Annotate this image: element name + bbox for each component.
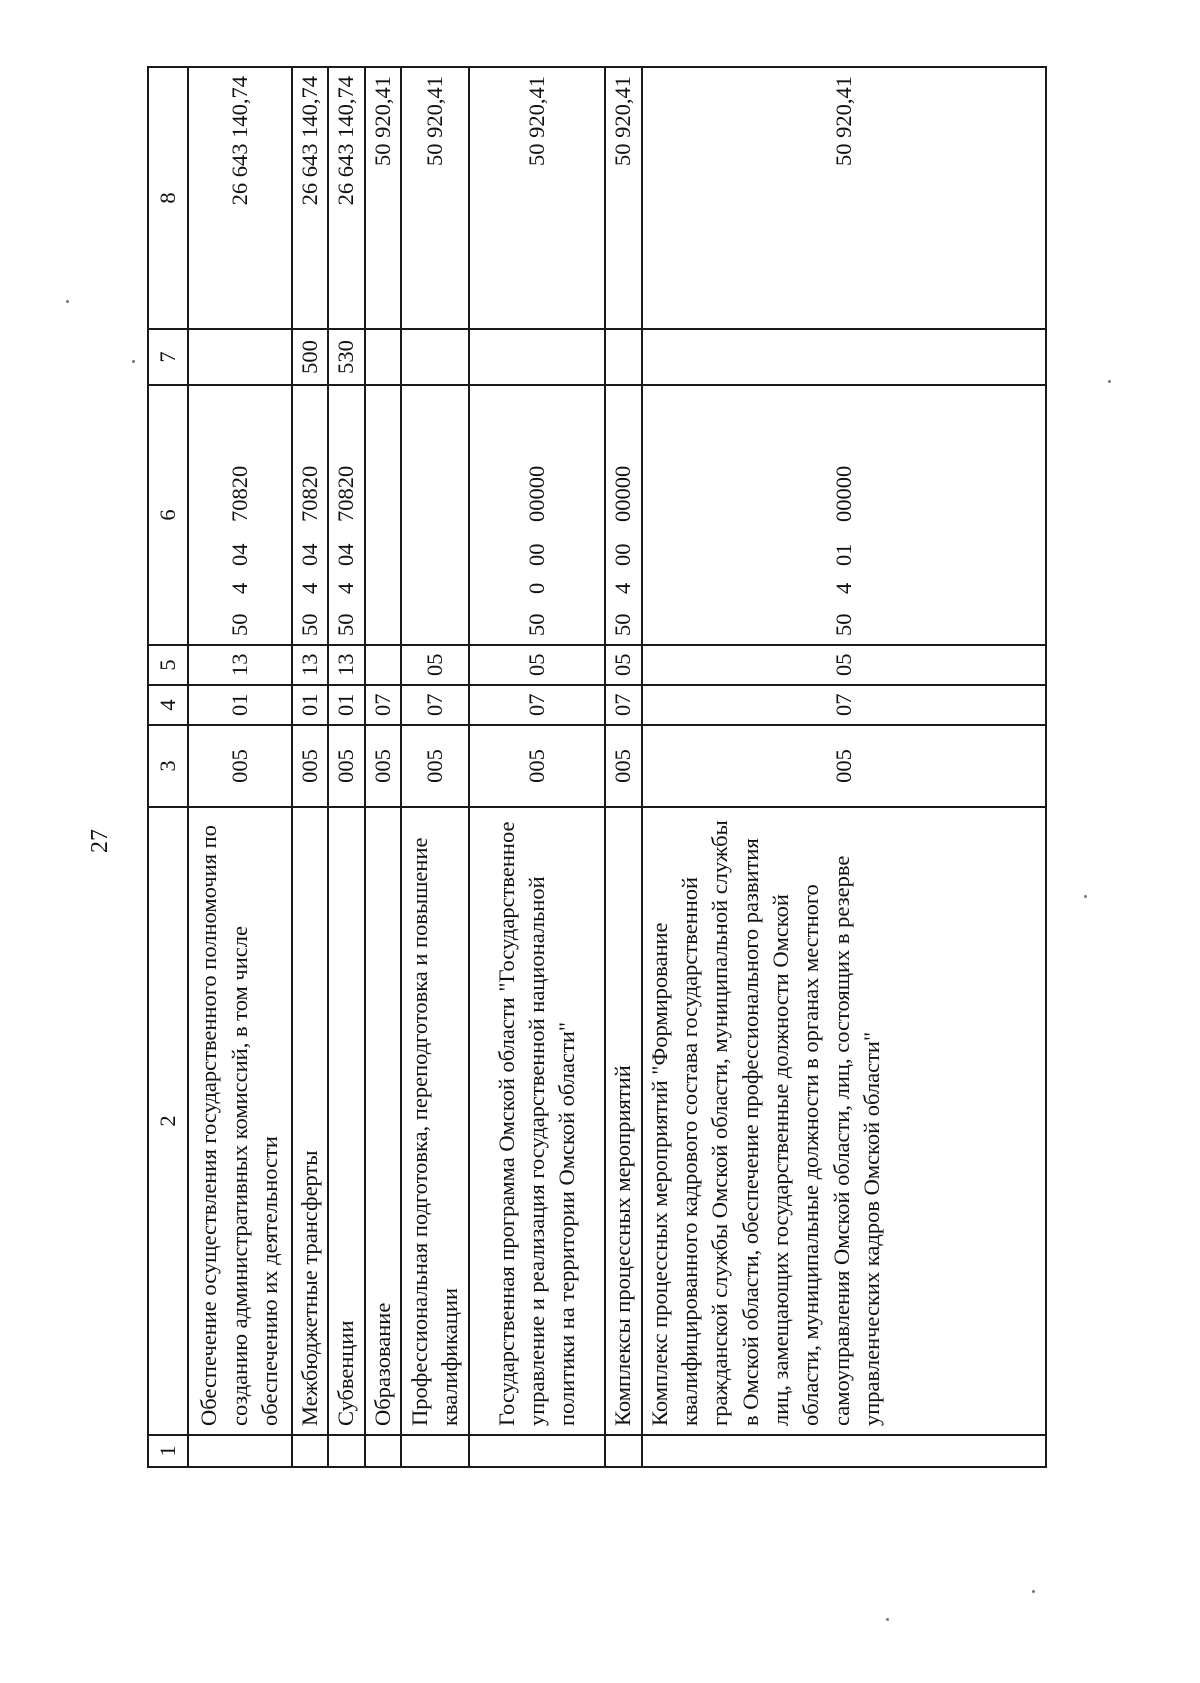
code-segment: 50 (226, 613, 252, 636)
cell-col4: 07 (642, 685, 1047, 725)
code-segment: 00000 (523, 465, 549, 522)
cell-amount: 50 920,41 (469, 67, 605, 329)
cell-name: Субвенции (328, 807, 364, 1435)
code-segment: 00000 (830, 465, 856, 522)
cell-name: Государственная программа Омской области "Государственное управление и реализация государственной национальной политики на территории Омской области" (469, 807, 605, 1435)
cell-col4: 07 (401, 685, 469, 725)
cell-col1 (642, 1435, 1047, 1467)
scan-speck (886, 1618, 889, 1621)
cell-col3: 005 (188, 725, 292, 807)
code-segment: 50 (830, 613, 856, 636)
cell-col3: 005 (365, 725, 401, 807)
table-row (328, 67, 364, 1467)
cell-col7 (642, 329, 1047, 385)
cell-col7 (401, 329, 469, 385)
table-row (292, 67, 328, 1467)
cell-col1 (605, 1435, 641, 1467)
table-row (642, 67, 1047, 1467)
column-header: 8 (148, 67, 188, 329)
cell-col5: 13 (188, 645, 292, 685)
code-segment: 4 (297, 582, 322, 594)
cell-col7: 500 (292, 329, 328, 385)
column-header: 7 (148, 329, 188, 385)
cell-col7 (365, 329, 401, 385)
scan-speck (1032, 1590, 1035, 1593)
column-header: 2 (148, 807, 188, 1435)
scan-speck (1108, 380, 1111, 383)
cell-col1 (328, 1435, 364, 1467)
code-segment: 4 (226, 582, 252, 594)
table-row (605, 67, 641, 1467)
cell-col6 (328, 385, 364, 645)
code-segment: 00 (610, 543, 636, 566)
cell-col3: 005 (469, 725, 605, 807)
scan-speck (1084, 895, 1087, 898)
code-segment: 04 (333, 543, 359, 566)
code-segment: 70820 (226, 465, 252, 522)
cell-col4: 01 (292, 685, 328, 725)
cell-amount: 50 920,41 (401, 67, 469, 329)
scan-speck (132, 360, 135, 363)
cell-col5: 05 (642, 645, 1047, 685)
cell-col6 (605, 385, 641, 645)
cell-col7 (605, 329, 641, 385)
cell-col5: 13 (328, 645, 364, 685)
cell-col6 (401, 385, 469, 645)
code-segment: 50 (523, 613, 549, 636)
cell-col7 (469, 329, 605, 385)
cell-col1 (365, 1435, 401, 1467)
cell-col4: 01 (328, 685, 364, 725)
table-row (188, 67, 292, 1467)
column-header: 3 (148, 725, 188, 807)
cell-col5: 05 (605, 645, 641, 685)
cell-col4: 01 (188, 685, 292, 725)
cell-amount: 50 920,41 (642, 67, 1047, 329)
column-header: 4 (148, 685, 188, 725)
code-segment: 50 (610, 613, 636, 636)
cell-col3: 005 (328, 725, 364, 807)
cell-col3: 005 (642, 725, 1047, 807)
cell-col5: 13 (292, 645, 328, 685)
code-segment: 50 (297, 613, 322, 636)
page-number: 27 (87, 829, 113, 853)
cell-amount: 26 643 140,74 (188, 67, 292, 329)
cell-col1 (469, 1435, 605, 1467)
cell-col7 (188, 329, 292, 385)
code-segment: 4 (830, 582, 856, 594)
cell-col3: 005 (401, 725, 469, 807)
cell-col4: 07 (605, 685, 641, 725)
cell-col6 (642, 385, 1047, 645)
cell-col5 (365, 645, 401, 685)
cell-col6 (365, 385, 401, 645)
cell-col6 (188, 385, 292, 645)
table-row (365, 67, 401, 1467)
cell-col1 (188, 1435, 292, 1467)
cell-col5: 05 (401, 645, 469, 685)
code-segment: 50 (333, 613, 359, 636)
code-segment: 00000 (610, 465, 636, 522)
code-segment: 0 (523, 582, 549, 594)
cell-amount: 50 920,41 (605, 67, 641, 329)
code-segment: 70820 (333, 465, 359, 522)
table-row (469, 67, 605, 1467)
code-segment: 4 (333, 582, 359, 594)
cell-col3: 005 (292, 725, 328, 807)
column-header: 6 (148, 385, 188, 645)
code-segment: 00 (523, 543, 549, 566)
cell-amount: 26 643 140,74 (292, 67, 328, 329)
column-header: 1 (148, 1435, 188, 1467)
code-segment: 04 (297, 543, 322, 566)
cell-col4: 07 (365, 685, 401, 725)
scan-speck (66, 300, 69, 303)
cell-col4: 07 (469, 685, 605, 725)
cell-amount: 26 643 140,74 (328, 67, 364, 329)
cell-name: Профессиональная подготовка, переподготовка и повышение квалификации (401, 807, 469, 1435)
cell-col6 (292, 385, 328, 645)
code-segment: 70820 (297, 465, 322, 522)
cell-name: Обеспечение осуществления государственного полномочия по созданию административных комиссий, в том числе обеспечению их деятельности (188, 807, 292, 1435)
code-segment: 01 (830, 543, 856, 566)
rotated-table-wrapper (147, 68, 1047, 1468)
cell-col3: 005 (605, 725, 641, 807)
code-segment: 04 (226, 543, 252, 566)
cell-col6 (469, 385, 605, 645)
cell-name: Комплекс процессных мероприятий "Формирование квалифицированного кадрового состава государственной гражданской службы Омской области, муниципальной службы в Омской области, обеспечение профессионального развития лиц, замещающих государственные должности Омской области, муниципальные должности в органах местного самоуправления Омской области, лиц, состоящих в резерве управленческих кадров Омской области" (642, 807, 1047, 1435)
cell-name: Образование (365, 807, 401, 1435)
cell-col7: 530 (328, 329, 364, 385)
budget-table (147, 66, 1047, 1468)
cell-col5: 05 (469, 645, 605, 685)
code-segment: 4 (610, 582, 636, 594)
cell-col1 (401, 1435, 469, 1467)
table-row (401, 67, 469, 1467)
cell-name: Межбюджетные трансферты (292, 807, 328, 1435)
cell-amount: 50 920,41 (365, 67, 401, 329)
table-header-row (148, 67, 188, 1467)
cell-name: Комплексы процессных мероприятий (605, 807, 641, 1435)
cell-col1 (292, 1435, 328, 1467)
column-header: 5 (148, 645, 188, 685)
